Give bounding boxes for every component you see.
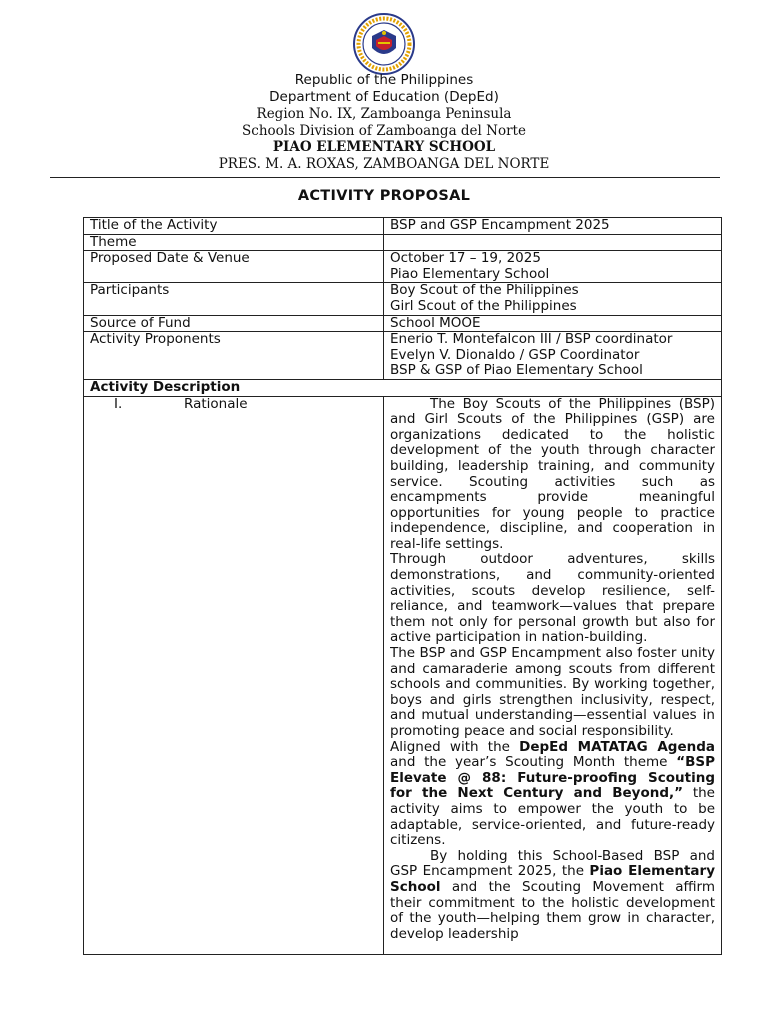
header-address: PRES. M. A. ROXAS, ZAMBOANGA DEL NORTE xyxy=(218,156,550,172)
deped-seal-logo xyxy=(352,12,416,76)
p4-text-a: Aligned with the xyxy=(390,738,520,755)
header-region: Region No. IX, Zamboanga Peninsula xyxy=(256,106,512,122)
row-label: Participants xyxy=(84,283,384,315)
proposal-table xyxy=(83,217,722,955)
participant-gsp: Girl Scout of the Philippines xyxy=(390,297,577,314)
proponent-1: Enerio T. Montefalcon III / BSP coordinator xyxy=(390,331,673,348)
p5-text-c: and the Scouting Movement affirm their commitment to the holistic development of the youth—helping them grow in character, develop leadership xyxy=(390,878,715,942)
table-row xyxy=(84,251,722,283)
activity-description-heading: Activity Description xyxy=(84,379,722,396)
rationale-label: Rationale xyxy=(184,395,248,412)
header-divider xyxy=(50,177,720,178)
rationale-label-cell xyxy=(84,396,384,954)
row-label: Proposed Date & Venue xyxy=(84,251,384,283)
rationale-paragraph-1: The Boy Scouts of the Philippines (BSP) and Girl Scouts of the Philippines (GSP) are organizations dedicated to the holistic development of the youth through character building, leadership training, and community service. Scouting activities such as encampments provide meaningful opportunities for young people to practice independence, discipline, and cooperation in real-life settings. xyxy=(390,396,715,552)
row-label: Source of Fund xyxy=(84,315,384,332)
proponent-3: BSP & GSP of Piao Elementary School xyxy=(390,362,643,379)
table-row xyxy=(84,283,722,315)
rationale-paragraph-4 xyxy=(390,740,715,849)
p4-text-e: the activity aims to empower the youth to be adaptable, service-oriented, and future-ready citizens. xyxy=(390,785,715,849)
p4-matatag: DepEd MATATAG Agenda xyxy=(519,738,715,755)
venue-value: Piao Elementary School xyxy=(390,265,550,282)
rationale-paragraph-5 xyxy=(390,849,715,943)
row-value xyxy=(384,251,722,283)
row-value xyxy=(384,283,722,315)
table-row xyxy=(84,218,722,235)
document-title: ACTIVITY PROPOSAL xyxy=(297,188,471,204)
rationale-number: I. xyxy=(114,395,123,412)
rationale-paragraph-3: The BSP and GSP Encampment also foster unity and camaraderie among scouts from different schools and communities. By working together, boys and girls strengthen inclusivity, respect, and mutual understanding—essential values in promoting peace and social responsibility. xyxy=(390,645,715,739)
table-row xyxy=(84,396,722,954)
rationale-paragraph-2: Through outdoor adventures, skills demonstrations, and community-oriented activities, scouts develop resilience, self-reliance, and teamwork—values that prepare them not only for personal growth but also for active participation in nation-building. xyxy=(390,551,715,646)
p5-school: Piao Elementary School xyxy=(390,863,715,895)
date-value: October 17 – 19, 2025 xyxy=(390,250,541,267)
p5-text-a: By holding this School-Based BSP and GSP Encampment 2025, the xyxy=(390,847,715,880)
proponent-2: Evelyn V. Dionaldo / GSP Coordinator xyxy=(390,346,640,363)
header-school: PIAO ELEMENTARY SCHOOL xyxy=(272,139,496,155)
row-value xyxy=(384,332,722,380)
header-division: Schools Division of Zamboanga del Norte xyxy=(242,123,526,139)
row-value: BSP and GSP Encampment 2025 xyxy=(384,218,722,235)
row-value: School MOOE xyxy=(384,315,722,332)
header-country: Republic of the Philippines xyxy=(294,72,474,88)
table-row xyxy=(84,234,722,251)
participant-bsp: Boy Scout of the Philippines xyxy=(390,282,579,299)
row-label: Title of the Activity xyxy=(84,218,384,235)
header-department: Department of Education (DepEd) xyxy=(269,89,499,105)
p4-text-c: and the year’s Scouting Month theme xyxy=(390,754,677,771)
table-row xyxy=(84,315,722,332)
p4-theme: “BSP Elevate @ 88: Future-proofing Scouting for the Next Century and Beyond,” xyxy=(390,754,715,802)
rationale-text-cell xyxy=(384,396,722,954)
row-label: Activity Proponents xyxy=(84,332,384,380)
row-label: Theme xyxy=(84,234,384,251)
table-row xyxy=(84,379,722,396)
row-value xyxy=(384,234,722,251)
table-row xyxy=(84,332,722,380)
